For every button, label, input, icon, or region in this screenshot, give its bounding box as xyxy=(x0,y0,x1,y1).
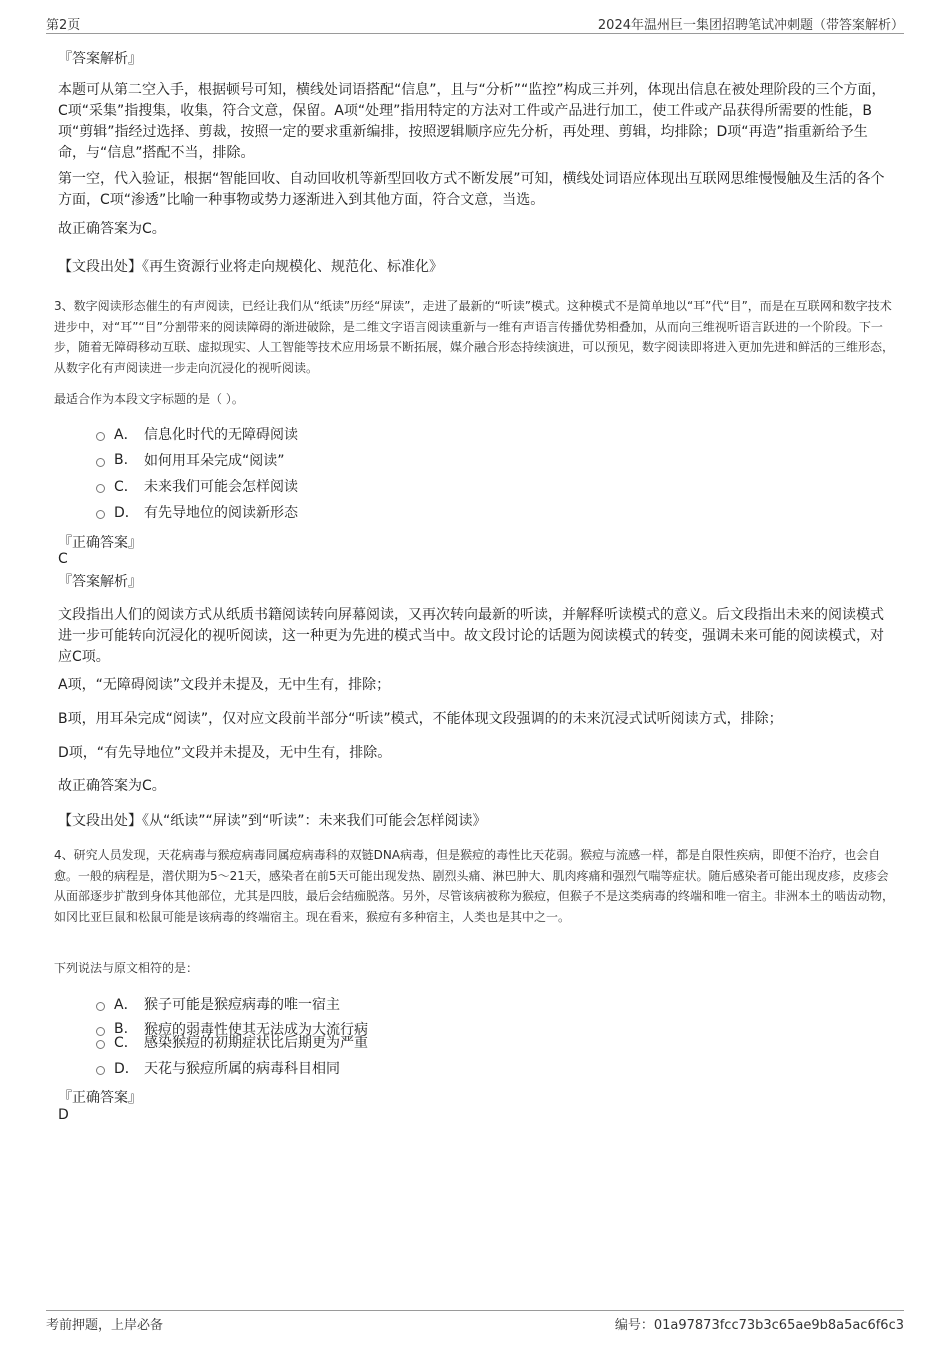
question-passage: 4、研究人员发现，天花病毒与猴痘病毒同属痘病毒科的双链DNA病毒，但是猴痘的毒性比天花弱。猴痘与流感一样，都是自限性疾病，即便不治疗，也会自愈。一般的病程是，潜伏期为5～21天，感染者在前5天可能出现发热、剧烈头痛、淋巴肿大、肌肉疼痛和强烈气喘等症状。随后感染者可能出现皮疹，皮疹会从面部逐步扩散到身体其他部位，尤其是四肢，最后会结痂脱落。另外，尽管该病被称为猴痘，但猴子不是这类病毒的终端和唯一宿主。非洲本土的啮齿动物，如冈比亚巨鼠和松鼠可能是该病毒的终端宿主。现在看来，猴痘有多种宿主，人类也是其中之一。 xyxy=(54,848,895,924)
option-b[interactable] xyxy=(96,450,285,470)
analysis-paragraph: 本题可从第二空入手，根据顿号可知，横线处词语搭配“信息”，且与“分析”“监控”构成三并列，体现出信息在被处理阶段的三个方面，C项“采集”指搜集，收集，符合文意，保留。A项“处理”指用特定的方法对工件或产品进行加工，使工件或产品获得所需要的性能，B项“剪辑”指经过选择、剪裁，按照一定的要求重新编排，按照逻辑顺序应先分析，再处理、剪辑，均排除；D项“再造”指重新给予生命，与“信息”搭配不当，排除。 xyxy=(58,82,886,161)
option-text: 未来我们可能会怎样阅读 xyxy=(144,479,298,495)
radio-icon[interactable] xyxy=(96,1066,105,1075)
analysis-paragraph: 文段指出人们的阅读方式从纸质书籍阅读转向屏幕阅读，又再次转向最新的听读，并解释听读模式的意义。后文段指出未来的阅读模式进一步可能转向沉浸化的视听阅读，这一种更为先进的模式当中。故文段讨论的话题为阅读模式的转变，强调未来可能的阅读模式，对应C项。 xyxy=(58,607,884,665)
option-letter: B. xyxy=(114,452,129,468)
document-code: 编号：01a97873fcc73b3c65ae9b8a5ac6f6c3 xyxy=(614,1318,904,1333)
passage-source: 【文段出处】《再生资源行业将走向规模化、规范化、标准化》 xyxy=(58,259,443,275)
radio-icon[interactable] xyxy=(96,458,105,467)
option-text: 天花与猴痘所属的病毒科目相同 xyxy=(144,1061,340,1077)
radio-icon[interactable] xyxy=(96,1040,105,1049)
correct-answer: C xyxy=(58,551,68,567)
analysis-conclusion: 故正确答案为C。 xyxy=(58,221,166,237)
option-c[interactable] xyxy=(96,1032,368,1052)
analysis-paragraph: 第一空，代入验证，根据“智能回收、自动回收机等新型回收方式不断发展”可知，横线处词语应体现出互联网思维慢慢触及生活的各个方面，C项“渗透”比喻一种事物或势力逐渐进入到其他方面，符合文意，当选。 xyxy=(58,171,885,208)
option-d[interactable] xyxy=(96,1058,340,1078)
correct-answer-label: 『正确答案』 xyxy=(58,1090,142,1106)
analysis-label: 『答案解析』 xyxy=(58,51,142,67)
option-letter: D． xyxy=(114,1061,139,1077)
option-letter: A． xyxy=(114,997,138,1013)
footer-slogan: 考前押题，上岸必备 xyxy=(46,1318,164,1333)
correct-answer: D xyxy=(58,1107,69,1123)
option-letter: C． xyxy=(114,479,138,495)
correct-answer-label: 『正确答案』 xyxy=(58,535,142,551)
radio-icon[interactable] xyxy=(96,1002,105,1011)
page-number: 第2页 xyxy=(46,18,81,33)
header-divider xyxy=(46,33,904,34)
option-c[interactable] xyxy=(96,476,298,496)
document-title: 2024年温州巨一集团招聘笔试冲刺题（带答案解析） xyxy=(597,18,904,33)
option-letter: B. xyxy=(114,1021,129,1037)
option-d[interactable] xyxy=(96,502,298,522)
option-text: 感染猴痘的初期症状比后期更为严重 xyxy=(144,1035,368,1051)
analysis-conclusion: 故正确答案为C。 xyxy=(58,778,166,794)
option-text: 如何用耳朵完成“阅读” xyxy=(144,453,285,469)
radio-icon[interactable] xyxy=(96,484,105,493)
option-text: 猴子可能是猴痘病毒的唯一宿主 xyxy=(144,997,340,1013)
footer-divider xyxy=(46,1310,904,1311)
option-letter: A． xyxy=(114,427,138,443)
option-a[interactable] xyxy=(96,424,298,444)
analysis-label: 『答案解析』 xyxy=(58,574,142,590)
analysis-paragraph: D项，“有先导地位”文段并未提及，无中生有，排除。 xyxy=(58,745,392,761)
option-text: 信息化时代的无障碍阅读 xyxy=(144,427,298,443)
option-letter: D． xyxy=(114,505,139,521)
radio-icon[interactable] xyxy=(96,510,105,519)
option-text: 有先导地位的阅读新形态 xyxy=(144,505,298,521)
analysis-paragraph: B项，用耳朵完成“阅读”，仅对应文段前半部分“听读”模式，不能体现文段强调的的未来沉浸式试听阅读方式，排除； xyxy=(58,711,783,727)
option-letter: C． xyxy=(114,1035,138,1051)
analysis-paragraph: A项，“无障碍阅读”文段并未提及，无中生有，排除； xyxy=(58,677,391,693)
passage-source: 【文段出处】《从“纸读”“屏读”到“听读”：未来我们可能会怎样阅读》 xyxy=(58,813,487,829)
question-passage: 3、数字阅读形态催生的有声阅读，已经让我们从“纸读”历经“屏读”，走进了最新的“听读”模式。这种模式不是简单地以“耳”代“目”，而是在互联网和数字技术进步中，对“耳”“目”分割带来的阅读障碍的渐进破除，是二维文字语言阅读重新与一维有声语言传播优势相叠加，从而向三维视听语言跃进的一个阶段。下一步，随着无障碍移动互联、虚拟现实、人工智能等技术应用场景不断拓展，媒介融合形态持续演进，可以预见，数字阅读即将进入更加先进和鲜活的三维形态，从数字化有声阅读进一步走向沉浸化的视听阅读。 xyxy=(54,299,895,375)
option-text: 猴痘的弱毒性使其无法成为大流行病 xyxy=(144,1022,368,1038)
radio-icon[interactable] xyxy=(96,432,105,441)
question-prompt: 最适合作为本段文字标题的是（ ）。 xyxy=(54,392,244,406)
option-a[interactable] xyxy=(96,994,340,1014)
question-prompt: 下列说法与原文相符的是： xyxy=(54,961,199,975)
